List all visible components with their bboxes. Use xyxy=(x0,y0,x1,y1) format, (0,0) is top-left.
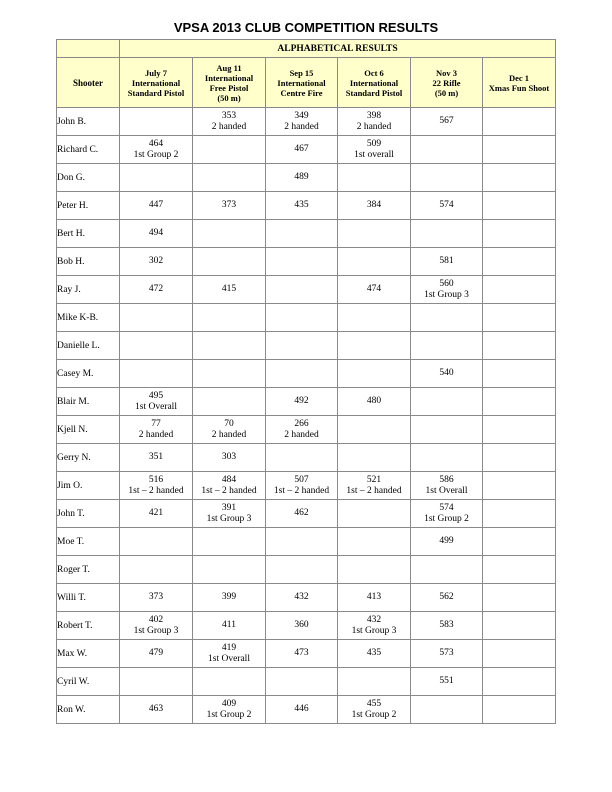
score-cell xyxy=(120,108,193,136)
score-value: 373 xyxy=(148,592,164,602)
score-value: 419 xyxy=(221,642,237,653)
shooter-name: Bert H. xyxy=(57,220,120,248)
score-value: 473 xyxy=(294,648,309,658)
score-cell xyxy=(338,136,411,164)
score-cell xyxy=(193,388,266,416)
table-row xyxy=(57,248,556,276)
score-value: 435 xyxy=(294,200,309,210)
score-cell xyxy=(483,416,556,444)
score-cell xyxy=(266,584,338,612)
score-cell xyxy=(193,612,266,640)
score-cell xyxy=(411,640,483,668)
shooter-column-header: Shooter xyxy=(57,58,120,108)
score-cell xyxy=(120,276,193,304)
score-cell xyxy=(483,500,556,528)
score-note: 1st Group 2 xyxy=(351,709,397,720)
score-cell xyxy=(120,332,193,360)
score-note: 1st overall xyxy=(354,149,394,160)
score-cell xyxy=(483,472,556,500)
score-cell xyxy=(120,528,193,556)
score-cell xyxy=(193,444,266,472)
score-cell xyxy=(483,136,556,164)
score-cell xyxy=(120,640,193,668)
score-value: 302 xyxy=(148,256,164,266)
score-cell xyxy=(338,444,411,472)
score-cell xyxy=(338,612,411,640)
score-cell xyxy=(411,108,483,136)
score-value: 492 xyxy=(294,396,309,406)
score-cell xyxy=(120,136,193,164)
score-cell xyxy=(120,388,193,416)
table-row xyxy=(57,444,556,472)
table-row xyxy=(57,136,556,164)
score-cell xyxy=(193,304,266,332)
score-cell xyxy=(338,556,411,584)
score-cell xyxy=(193,332,266,360)
score-cell xyxy=(338,528,411,556)
score-cell xyxy=(266,388,338,416)
score-cell xyxy=(411,668,483,696)
score-value: 402 xyxy=(148,614,164,625)
score-cell xyxy=(411,556,483,584)
score-cell xyxy=(193,360,266,388)
score-note: 1st Group 2 xyxy=(206,709,252,720)
score-cell xyxy=(411,164,483,192)
score-cell xyxy=(266,192,338,220)
score-value: 540 xyxy=(439,368,454,378)
score-value: 351 xyxy=(148,452,164,462)
score-value: 494 xyxy=(148,228,164,238)
score-cell xyxy=(338,108,411,136)
score-cell xyxy=(338,640,411,668)
score-cell xyxy=(483,304,556,332)
score-value: 479 xyxy=(148,648,164,658)
results-banner: ALPHABETICAL RESULTS xyxy=(120,40,556,58)
score-value: 509 xyxy=(366,138,382,149)
score-cell xyxy=(411,472,483,500)
score-cell xyxy=(483,220,556,248)
shooter-name: Peter H. xyxy=(57,192,120,220)
score-cell xyxy=(266,556,338,584)
shooter-name: Don G. xyxy=(57,164,120,192)
score-value: 373 xyxy=(221,200,237,210)
table-row xyxy=(57,416,556,444)
score-value: 480 xyxy=(366,396,382,406)
event-header-line: (50 m) xyxy=(434,87,459,98)
column-header-row xyxy=(57,58,556,108)
score-note: 1st Group 3 xyxy=(351,625,397,636)
score-cell xyxy=(120,220,193,248)
score-cell xyxy=(193,164,266,192)
score-value: 574 xyxy=(439,502,454,513)
shooter-name: Ray J. xyxy=(57,276,120,304)
score-cell xyxy=(483,612,556,640)
event-header-line: International xyxy=(204,72,254,83)
score-cell xyxy=(193,276,266,304)
score-note: 1st Overall xyxy=(208,653,250,664)
score-note: 2 handed xyxy=(356,121,392,132)
score-cell xyxy=(411,332,483,360)
score-cell xyxy=(411,220,483,248)
table-row xyxy=(57,192,556,220)
score-value: 521 xyxy=(366,474,382,485)
score-cell xyxy=(411,304,483,332)
score-value: 507 xyxy=(294,474,309,485)
score-cell xyxy=(338,416,411,444)
score-cell xyxy=(411,612,483,640)
table-row xyxy=(57,360,556,388)
score-value: 447 xyxy=(148,200,164,210)
table-row xyxy=(57,584,556,612)
score-value: 462 xyxy=(294,508,309,518)
event-column-header xyxy=(411,58,483,108)
score-cell xyxy=(266,220,338,248)
score-value: 474 xyxy=(366,284,382,294)
score-cell xyxy=(411,248,483,276)
shooter-name: Kjell N. xyxy=(57,416,120,444)
score-cell xyxy=(338,360,411,388)
banner-row xyxy=(57,40,556,58)
score-value: 432 xyxy=(366,614,382,625)
event-header-line: Standard Pistol xyxy=(127,87,185,98)
score-cell xyxy=(338,248,411,276)
score-cell xyxy=(193,472,266,500)
table-row xyxy=(57,612,556,640)
score-cell xyxy=(266,696,338,724)
event-header-line: Oct 6 xyxy=(364,67,384,78)
score-value: 353 xyxy=(221,110,237,121)
shooter-name: Mike K-B. xyxy=(57,304,120,332)
score-value: 464 xyxy=(148,138,164,149)
shooter-name: Moe T. xyxy=(57,528,120,556)
table-row xyxy=(57,164,556,192)
score-value: 583 xyxy=(439,620,454,630)
score-value: 581 xyxy=(439,256,454,266)
score-note: 2 handed xyxy=(138,429,174,440)
score-value: 432 xyxy=(294,592,309,602)
score-cell xyxy=(338,668,411,696)
score-value: 421 xyxy=(148,508,164,518)
score-cell xyxy=(483,444,556,472)
score-value: 266 xyxy=(294,418,309,429)
score-cell xyxy=(266,136,338,164)
score-cell xyxy=(266,304,338,332)
score-cell xyxy=(120,192,193,220)
shooter-name: Max W. xyxy=(57,640,120,668)
score-value: 446 xyxy=(294,704,309,714)
score-cell xyxy=(483,528,556,556)
score-cell xyxy=(411,416,483,444)
event-header-line: Dec 1 xyxy=(509,72,530,83)
score-cell xyxy=(193,584,266,612)
score-value: 467 xyxy=(294,144,309,154)
score-cell xyxy=(338,584,411,612)
table-row xyxy=(57,696,556,724)
score-value: 586 xyxy=(439,474,454,485)
score-value: 411 xyxy=(222,620,236,630)
score-cell xyxy=(120,472,193,500)
score-cell xyxy=(338,276,411,304)
score-cell xyxy=(266,668,338,696)
score-cell xyxy=(483,388,556,416)
score-cell xyxy=(193,640,266,668)
event-column-header xyxy=(338,58,411,108)
table-row xyxy=(57,108,556,136)
score-cell xyxy=(120,584,193,612)
score-cell xyxy=(483,332,556,360)
score-cell xyxy=(120,668,193,696)
score-cell xyxy=(411,444,483,472)
score-cell xyxy=(120,248,193,276)
score-cell xyxy=(483,108,556,136)
score-cell xyxy=(483,668,556,696)
score-value: 77 xyxy=(151,418,161,429)
score-cell xyxy=(193,108,266,136)
score-cell xyxy=(483,164,556,192)
shooter-name: Jim O. xyxy=(57,472,120,500)
event-header-line: Aug 11 xyxy=(216,62,242,73)
score-value: 384 xyxy=(366,200,382,210)
shooter-name: Casey M. xyxy=(57,360,120,388)
table-row xyxy=(57,304,556,332)
score-cell xyxy=(120,444,193,472)
table-row xyxy=(57,640,556,668)
score-note: 2 handed xyxy=(211,121,247,132)
corner-cell xyxy=(57,40,120,58)
score-cell xyxy=(266,108,338,136)
score-cell xyxy=(338,388,411,416)
event-header-line: Xmas Fun Shoot xyxy=(488,82,550,93)
score-note: 1st Overall xyxy=(425,485,468,496)
score-cell xyxy=(193,696,266,724)
score-cell xyxy=(120,500,193,528)
score-value: 435 xyxy=(366,648,382,658)
score-value: 360 xyxy=(294,620,309,630)
score-cell xyxy=(120,556,193,584)
score-cell xyxy=(266,444,338,472)
score-value: 463 xyxy=(148,704,164,714)
score-cell xyxy=(483,556,556,584)
event-header-line: 22 Rifle xyxy=(432,77,461,88)
table-row xyxy=(57,528,556,556)
score-value: 413 xyxy=(366,592,382,602)
score-cell xyxy=(120,304,193,332)
event-header-line: Free Pistol xyxy=(209,82,249,93)
score-cell xyxy=(266,164,338,192)
score-cell xyxy=(120,416,193,444)
score-cell xyxy=(193,668,266,696)
score-value: 409 xyxy=(221,698,237,709)
event-header-line: International xyxy=(131,77,181,88)
score-cell xyxy=(411,500,483,528)
score-cell xyxy=(338,192,411,220)
score-value: 495 xyxy=(148,390,164,401)
shooter-name: Danielle L. xyxy=(57,332,120,360)
event-header-line: (50 m) xyxy=(217,92,241,103)
score-cell xyxy=(266,528,338,556)
score-cell xyxy=(483,192,556,220)
score-note: 1st – 2 handed xyxy=(346,485,402,496)
score-cell xyxy=(411,528,483,556)
shooter-name: Richard C. xyxy=(57,136,120,164)
table-row xyxy=(57,220,556,248)
score-value: 573 xyxy=(439,648,454,658)
score-value: 303 xyxy=(221,452,237,462)
event-header-line: International xyxy=(349,77,399,88)
shooter-name: Blair M. xyxy=(57,388,120,416)
score-note: 1st – 2 handed xyxy=(128,485,184,496)
score-note: 1st Group 2 xyxy=(424,513,469,524)
event-header-line: Sep 15 xyxy=(289,67,314,78)
score-value: 349 xyxy=(294,110,309,121)
score-value: 455 xyxy=(366,698,382,709)
score-cell xyxy=(483,248,556,276)
score-value: 398 xyxy=(366,110,382,121)
event-header-line: Centre Fire xyxy=(280,87,323,98)
score-cell xyxy=(193,192,266,220)
shooter-name: Willi T. xyxy=(57,584,120,612)
shooter-name: Gerry N. xyxy=(57,444,120,472)
score-note: 1st – 2 handed xyxy=(201,485,257,496)
shooter-name: Robert T. xyxy=(57,612,120,640)
score-value: 399 xyxy=(221,592,237,602)
score-cell xyxy=(483,584,556,612)
score-cell xyxy=(411,360,483,388)
score-cell xyxy=(338,472,411,500)
score-cell xyxy=(483,276,556,304)
table-row xyxy=(57,556,556,584)
score-value: 499 xyxy=(439,536,454,546)
results-body xyxy=(57,108,556,724)
table-row xyxy=(57,332,556,360)
score-cell xyxy=(338,332,411,360)
score-cell xyxy=(266,276,338,304)
score-cell xyxy=(193,556,266,584)
event-header-line: Nov 3 xyxy=(435,67,457,78)
score-value: 560 xyxy=(439,278,454,289)
score-cell xyxy=(266,360,338,388)
page-title: VPSA 2013 CLUB COMPETITION RESULTS xyxy=(173,20,439,35)
score-cell xyxy=(483,696,556,724)
shooter-name: John T. xyxy=(57,500,120,528)
score-note: 2 handed xyxy=(284,121,319,132)
score-cell xyxy=(411,276,483,304)
score-cell xyxy=(120,164,193,192)
score-cell xyxy=(411,584,483,612)
score-cell xyxy=(338,304,411,332)
score-note: 1st Group 3 xyxy=(133,625,179,636)
score-note: 1st Group 3 xyxy=(424,289,469,300)
score-cell xyxy=(266,612,338,640)
table-row xyxy=(57,668,556,696)
event-header-line: July 7 xyxy=(145,67,167,78)
score-value: 472 xyxy=(148,284,164,294)
score-cell xyxy=(411,136,483,164)
score-note: 2 handed xyxy=(211,429,247,440)
score-value: 70 xyxy=(224,418,234,429)
table-row xyxy=(57,388,556,416)
score-value: 489 xyxy=(294,172,309,182)
score-cell xyxy=(193,500,266,528)
score-cell xyxy=(266,472,338,500)
score-note: 1st Overall xyxy=(135,401,177,412)
score-cell xyxy=(120,612,193,640)
event-column-header xyxy=(193,58,266,108)
score-cell xyxy=(193,528,266,556)
score-value: 484 xyxy=(221,474,237,485)
score-cell xyxy=(338,500,411,528)
table-row xyxy=(57,472,556,500)
score-cell xyxy=(193,248,266,276)
score-cell xyxy=(411,192,483,220)
score-cell xyxy=(338,164,411,192)
score-cell xyxy=(193,220,266,248)
score-note: 1st Group 3 xyxy=(206,513,252,524)
table-row xyxy=(57,276,556,304)
shooter-name: Ron W. xyxy=(57,696,120,724)
score-cell xyxy=(411,696,483,724)
shooter-name: John B. xyxy=(57,108,120,136)
event-column-header xyxy=(483,58,556,108)
score-cell xyxy=(266,640,338,668)
shooter-name: Bob H. xyxy=(57,248,120,276)
score-cell xyxy=(266,248,338,276)
shooter-name: Roger T. xyxy=(57,556,120,584)
score-value: 562 xyxy=(439,592,454,602)
event-header-line: International xyxy=(277,77,326,88)
score-cell xyxy=(338,696,411,724)
score-cell xyxy=(193,136,266,164)
score-value: 516 xyxy=(148,474,164,485)
score-cell xyxy=(266,416,338,444)
score-value: 391 xyxy=(221,502,237,513)
score-value: 574 xyxy=(439,200,454,210)
event-header-line: Standard Pistol xyxy=(345,87,403,98)
score-value: 551 xyxy=(439,676,454,686)
score-value: 415 xyxy=(221,284,237,294)
score-cell xyxy=(338,220,411,248)
results-table xyxy=(56,39,556,724)
score-note: 1st Group 2 xyxy=(133,149,179,160)
shooter-name: Cyril W. xyxy=(57,668,120,696)
event-column-header xyxy=(266,58,338,108)
score-cell xyxy=(483,640,556,668)
score-note: 1st – 2 handed xyxy=(273,485,330,496)
score-value: 567 xyxy=(439,116,454,126)
score-cell xyxy=(193,416,266,444)
score-note: 2 handed xyxy=(284,429,319,440)
score-cell xyxy=(266,332,338,360)
score-cell xyxy=(483,360,556,388)
score-cell xyxy=(411,388,483,416)
score-cell xyxy=(120,360,193,388)
score-cell xyxy=(266,500,338,528)
event-column-header xyxy=(120,58,193,108)
table-row xyxy=(57,500,556,528)
score-cell xyxy=(120,696,193,724)
